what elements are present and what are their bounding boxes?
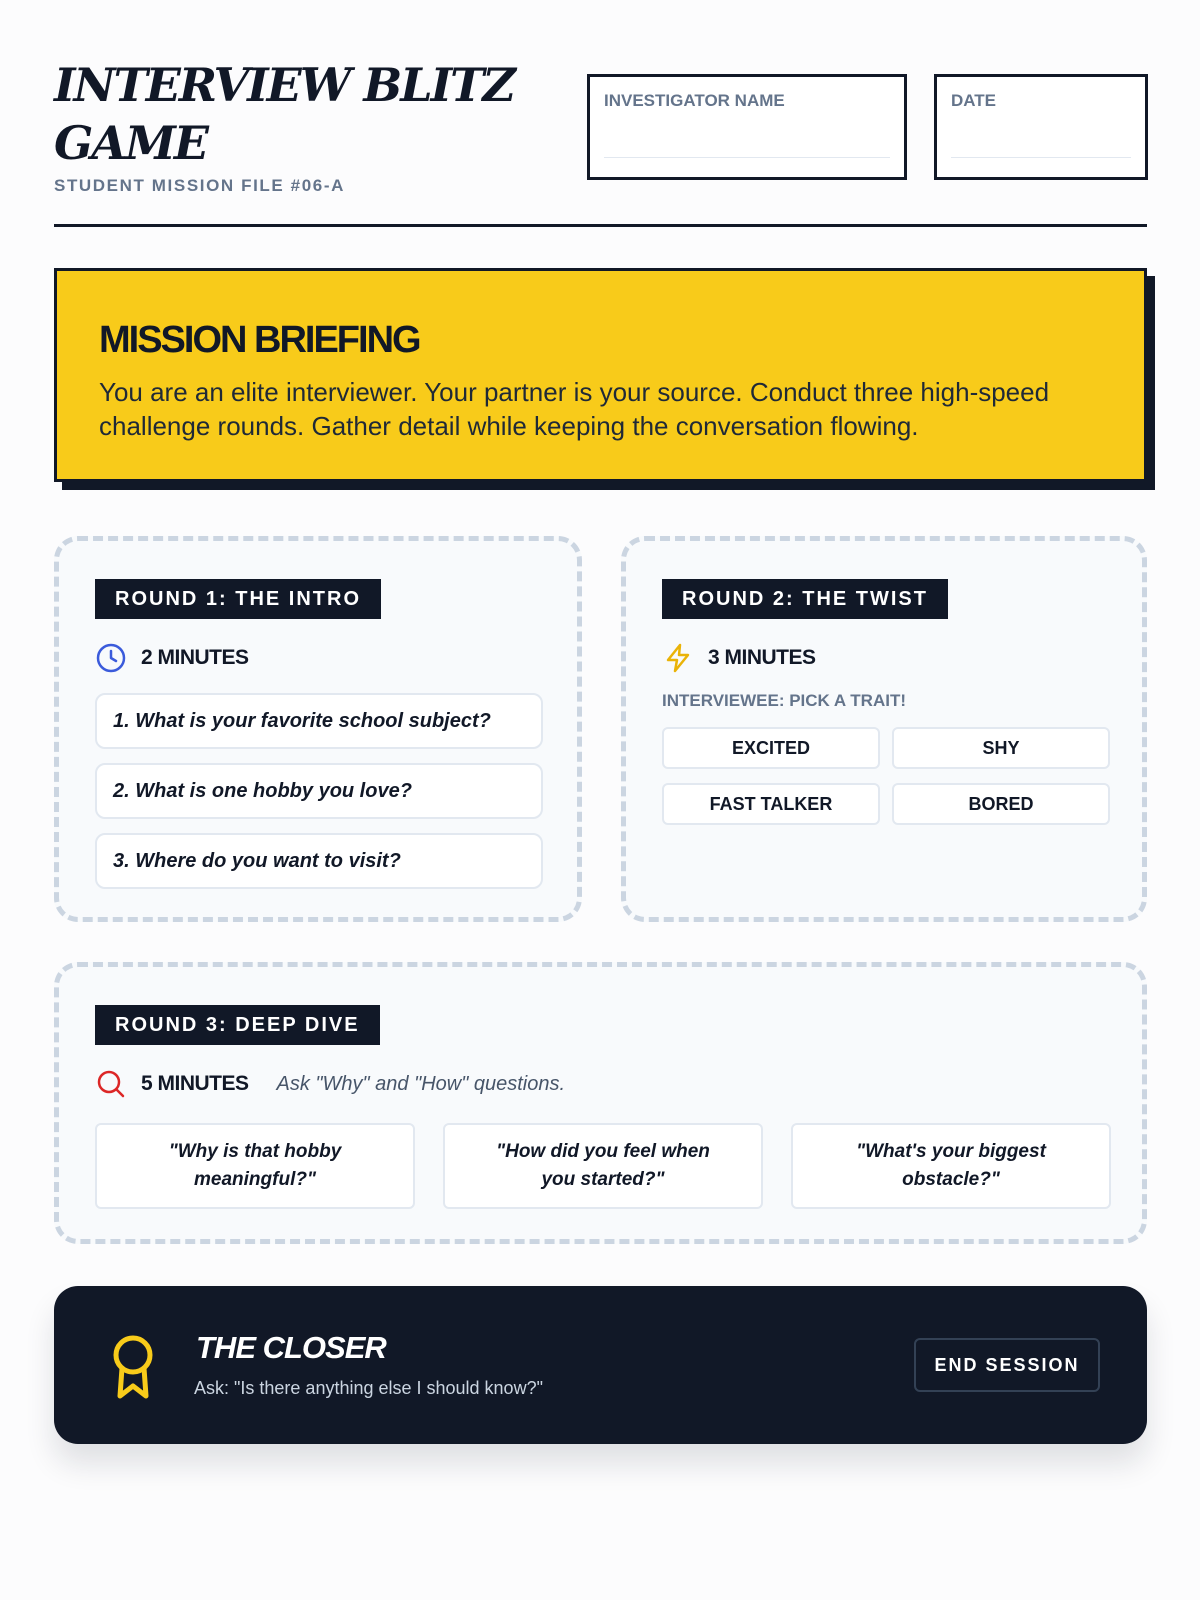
trait-fast-talker-button[interactable]: FAST TALKER <box>662 783 880 825</box>
medal-icon <box>108 1334 158 1400</box>
trait-shy-button[interactable]: SHY <box>892 727 1110 769</box>
trait-excited-button[interactable]: EXCITED <box>662 727 880 769</box>
header-divider <box>54 224 1147 227</box>
date-line <box>951 157 1131 158</box>
question-item: 1. What is your favorite school subject? <box>95 693 543 749</box>
closer-panel <box>54 1286 1147 1444</box>
investigator-name-field[interactable] <box>587 74 907 180</box>
round-1-card <box>54 536 582 922</box>
investigator-name-label: INVESTIGATOR NAME <box>604 91 785 110</box>
round-3-duration: 5 MINUTES <box>141 1072 249 1095</box>
page-title: INTERVIEW BLITZ GAME <box>54 58 514 170</box>
round-1-duration: 2 MINUTES <box>141 646 249 669</box>
header <box>54 0 1147 230</box>
investigator-name-line <box>604 157 890 158</box>
prompt-item: "Why is that hobby meaningful?" <box>95 1123 415 1209</box>
search-icon <box>95 1068 127 1100</box>
round-3-hint: Ask "Why" and "How" questions. <box>276 1072 566 1095</box>
end-session-button[interactable]: END SESSION <box>914 1338 1100 1392</box>
clock-icon <box>95 642 127 674</box>
lightning-icon <box>662 642 694 674</box>
round-2-time <box>662 641 816 675</box>
round-1-questions <box>95 693 543 903</box>
trait-label: INTERVIEWEE: PICK A TRAIT! <box>662 691 906 710</box>
prompt-item: "How did you feel when you started?" <box>443 1123 763 1209</box>
closer-title: THE CLOSER <box>196 1330 386 1365</box>
trait-bored-button[interactable]: BORED <box>892 783 1110 825</box>
round-3-card <box>54 962 1147 1244</box>
round-2-tag: ROUND 2: THE TWIST <box>662 579 948 619</box>
question-item: 3. Where do you want to visit? <box>95 833 543 889</box>
round-2-duration: 3 MINUTES <box>708 646 816 669</box>
closer-question: Ask: "Is there anything else I should know?" <box>194 1378 543 1398</box>
trait-options <box>662 727 1110 825</box>
date-label: DATE <box>951 91 997 110</box>
round-2-card <box>621 536 1147 922</box>
round-1-time <box>95 641 249 675</box>
briefing-text: You are an elite interviewer. Your partner is your source. Conduct three high-speed challenge rounds. Gather detail while keeping the conversation flowing. <box>99 377 1050 441</box>
page-subtitle: STUDENT MISSION FILE #06-A <box>54 176 345 195</box>
round-1-tag: ROUND 1: THE INTRO <box>95 579 381 619</box>
date-field[interactable] <box>934 74 1148 180</box>
deep-dive-prompts <box>95 1123 1113 1209</box>
briefing-title: MISSION BRIEFING <box>99 319 420 361</box>
round-3-time <box>95 1067 565 1101</box>
mission-briefing <box>54 268 1147 482</box>
round-3-tag: ROUND 3: DEEP DIVE <box>95 1005 380 1045</box>
prompt-item: "What's your biggest obstacle?" <box>791 1123 1111 1209</box>
question-item: 2. What is one hobby you love? <box>95 763 543 819</box>
worksheet-page <box>54 0 1147 1398</box>
